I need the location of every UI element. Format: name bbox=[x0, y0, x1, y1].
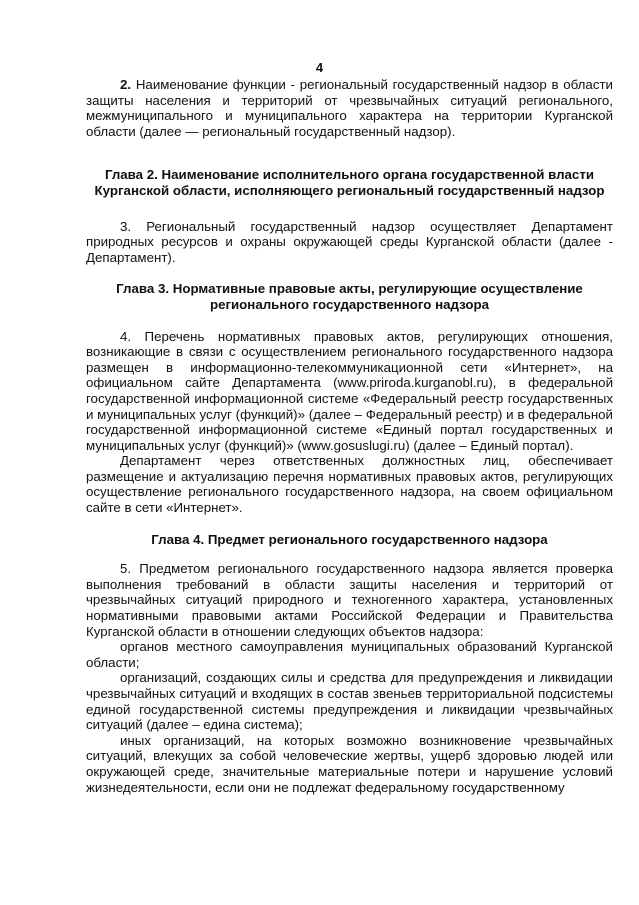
chapter-2-heading: Глава 2. Наименование исполнительного органа государственной власти Курганской области, исполняющего региональный государственный надзор bbox=[94, 167, 605, 198]
paragraph-5-item-3: иных организаций, на которых возможно возникновение чрезвычайных ситуаций, влекущих за собой человеческие жертвы, ущерб здоровью людей или окружающей среде, значительные материальные потери и нарушение условий жизнедеятельности, если они не подлежат федеральному государственному bbox=[86, 732, 613, 795]
paragraph-5-item-2: организаций, создающих силы и средства для предупреждения и ликвидации чрезвычайных ситуаций и входящих в состав звеньев территориальной подсистемы единой государственной системы предупреждения и ликвидации чрезвычайных ситуаций (далее – едина система); bbox=[86, 670, 613, 733]
paragraph-5: 5. Предметом регионального государственного надзора является проверка выполнения требований в области защиты населения и территорий от чрезвычайных ситуаций природного и техногенного характера, установленных нормативными правовыми актами Российской Федерации и Правительства Курганской области в отношении следующих объектов надзора: bbox=[86, 561, 613, 639]
page-number: 4 bbox=[315, 60, 324, 75]
paragraph-3: 3. Региональный государственный надзор осуществляет Департамент природных ресурсов и охраны окружающей среды Курганской области (далее - Департамент). bbox=[86, 218, 613, 265]
paragraph-4: 4. Перечень нормативных правовых актов, регулирующих отношения, возникающие в связи с осуществлением регионального государственного надзора размещен в информационно-телекоммуникационной сети «Интернет», на официальном сайте Департамента (www.priroda.kurganobl.ru), в федеральной государственной информационной системе «Федеральный реестр государственных и муниципальных услуг (функций)» (далее – Федеральный реестр) и в федеральной государственной информационной системе «Единый портал государственных и муниципальных услуг (функций)» (www.gosuslugi.ru) (далее – Единый портал). bbox=[86, 328, 613, 453]
paragraph-2 bbox=[86, 77, 613, 139]
paragraph-4-continuation: Департамент через ответственных должностных лиц, обеспечивает размещение и актуализацию перечня нормативных правовых актов, регулирующих осуществление регионального государственного надзора, на своем официальном сайте в сети «Интернет». bbox=[86, 453, 613, 516]
paragraph-2-text: Наименование функции - региональный государственный надзор в области защиты населения и территорий от чрезвычайных ситуаций регионального, межмуниципального и муниципального характера на территории Курганской области (далее — региональный государственный надзор). bbox=[86, 77, 613, 139]
paragraph-5-item-1: органов местного самоуправления муниципальных образований Курганской области; bbox=[86, 639, 613, 670]
chapter-3-heading: Глава 3. Нормативные правовые акты, регулирующие осуществление регионального государственного надзора bbox=[116, 281, 583, 312]
chapter-4-heading: Глава 4. Предмет регионального государственного надзора bbox=[151, 531, 548, 547]
document-body bbox=[86, 77, 613, 795]
paragraph-2-number: 2. bbox=[120, 77, 132, 92]
